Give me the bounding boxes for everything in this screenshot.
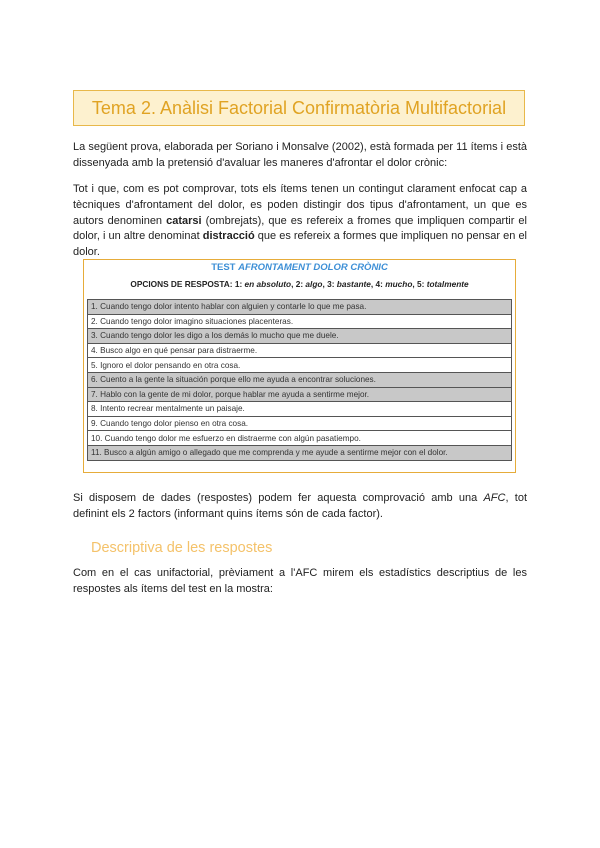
test-item-text: 5. Ignoro el dolor pensando en otra cosa.: [88, 358, 512, 373]
factor-paragraph-part2: (ombrejats), que es refereix a fromes que impliquen compartir el dolor, i un altre denominat: [73, 214, 527, 243]
response-options: OPCIONS DE RESPOSTA: 1: en absoluto, 2: algo, 3: bastante, 4: mucho, 5: totalmente: [130, 279, 469, 289]
factor-paragraph-part3: que es refereix a formes que impliquen no pensar en el dolor.: [73, 230, 528, 259]
test-item-text: 7. Hablo con la gente de mi dolor, porque hablar me ayuda a sentirme mejor.: [88, 387, 512, 402]
descriptive-paragraph: Com en el cas unifactorial, prèviament a l'AFC mirem els estadístics descriptius de les respostes als ítems del test en la mostra:: [73, 567, 527, 595]
section-heading: Descriptiva de les respostes: [91, 540, 273, 556]
test-item-text: 6. Cuento a la gente la situación porque ello me ayuda a encontrar soluciones.: [88, 372, 512, 387]
document-title: Tema 2. Anàlisi Factorial Confirmatòria Multifactorial: [91, 97, 507, 118]
test-item-text: 8. Intento recrear mentalmente un paisaje.: [88, 402, 512, 417]
test-item-text: 2. Cuando tengo dolor imagino situaciones placenteras.: [88, 314, 512, 329]
test-item-row: [88, 445, 512, 460]
test-item-row: [88, 314, 512, 329]
test-item-text: 1. Cuando tengo dolor intento hablar con alguien y contarle lo que me pasa.: [88, 300, 512, 315]
test-item-row: [88, 300, 512, 315]
catarsi-term: catarsi: [166, 214, 202, 227]
factor-paragraph: [73, 182, 527, 261]
test-items-table: [87, 299, 512, 461]
intro-paragraph: La següent prova, elaborada per Soriano i Monsalve (2002), està formada per 11 ítems i està dissenyada amb la pretensió d'avaluar les maneres d'afrontar el dolor crònic:: [73, 141, 527, 169]
test-item-text: 11. Busco a algún amigo o allegado que me comprenda y me ayude a sentirme mejor con el dolor.: [88, 445, 512, 460]
afc-paragraph-part2: , tot definint els 2 factors (informant quins ítems són de cada factor).: [73, 492, 527, 520]
distraccio-term: distracció: [202, 230, 255, 243]
test-item-text: 10. Cuando tengo dolor me esfuerzo en distraerme con algún pasatiempo.: [88, 431, 512, 446]
test-item-row: [88, 372, 512, 387]
test-figure: [83, 259, 516, 473]
afc-term: AFC: [483, 492, 506, 504]
test-item-row: [88, 416, 512, 431]
test-item-row: [88, 387, 512, 402]
factor-paragraph-part1: Tot i que, com es pot comprovar, tots els ítems tenen un contingut clarament enfocat cap a tècniques d'afrontament del dolor, es poden distingir dos tipus d'afrontament, un que es autors denominen: [73, 183, 527, 227]
test-title: TEST AFRONTAMENT DOLOR CRÒNIC: [211, 262, 388, 273]
title-box: [73, 90, 525, 126]
test-item-row: [88, 329, 512, 344]
test-item-row: [88, 358, 512, 373]
test-item-row: [88, 343, 512, 358]
afc-paragraph: [73, 491, 527, 523]
test-item-text: 4. Busco algo en qué pensar para distraerme.: [88, 343, 512, 358]
test-item-row: [88, 402, 512, 417]
test-item-text: 3. Cuando tengo dolor les digo a los demás lo mucho que me duele.: [88, 329, 512, 344]
test-item-text: 9. Cuando tengo dolor pienso en otra cosa.: [88, 416, 512, 431]
test-item-row: [88, 431, 512, 446]
afc-paragraph-part1: Si disposem de dades (respostes) podem fer aquesta comprovació amb una: [73, 492, 484, 504]
